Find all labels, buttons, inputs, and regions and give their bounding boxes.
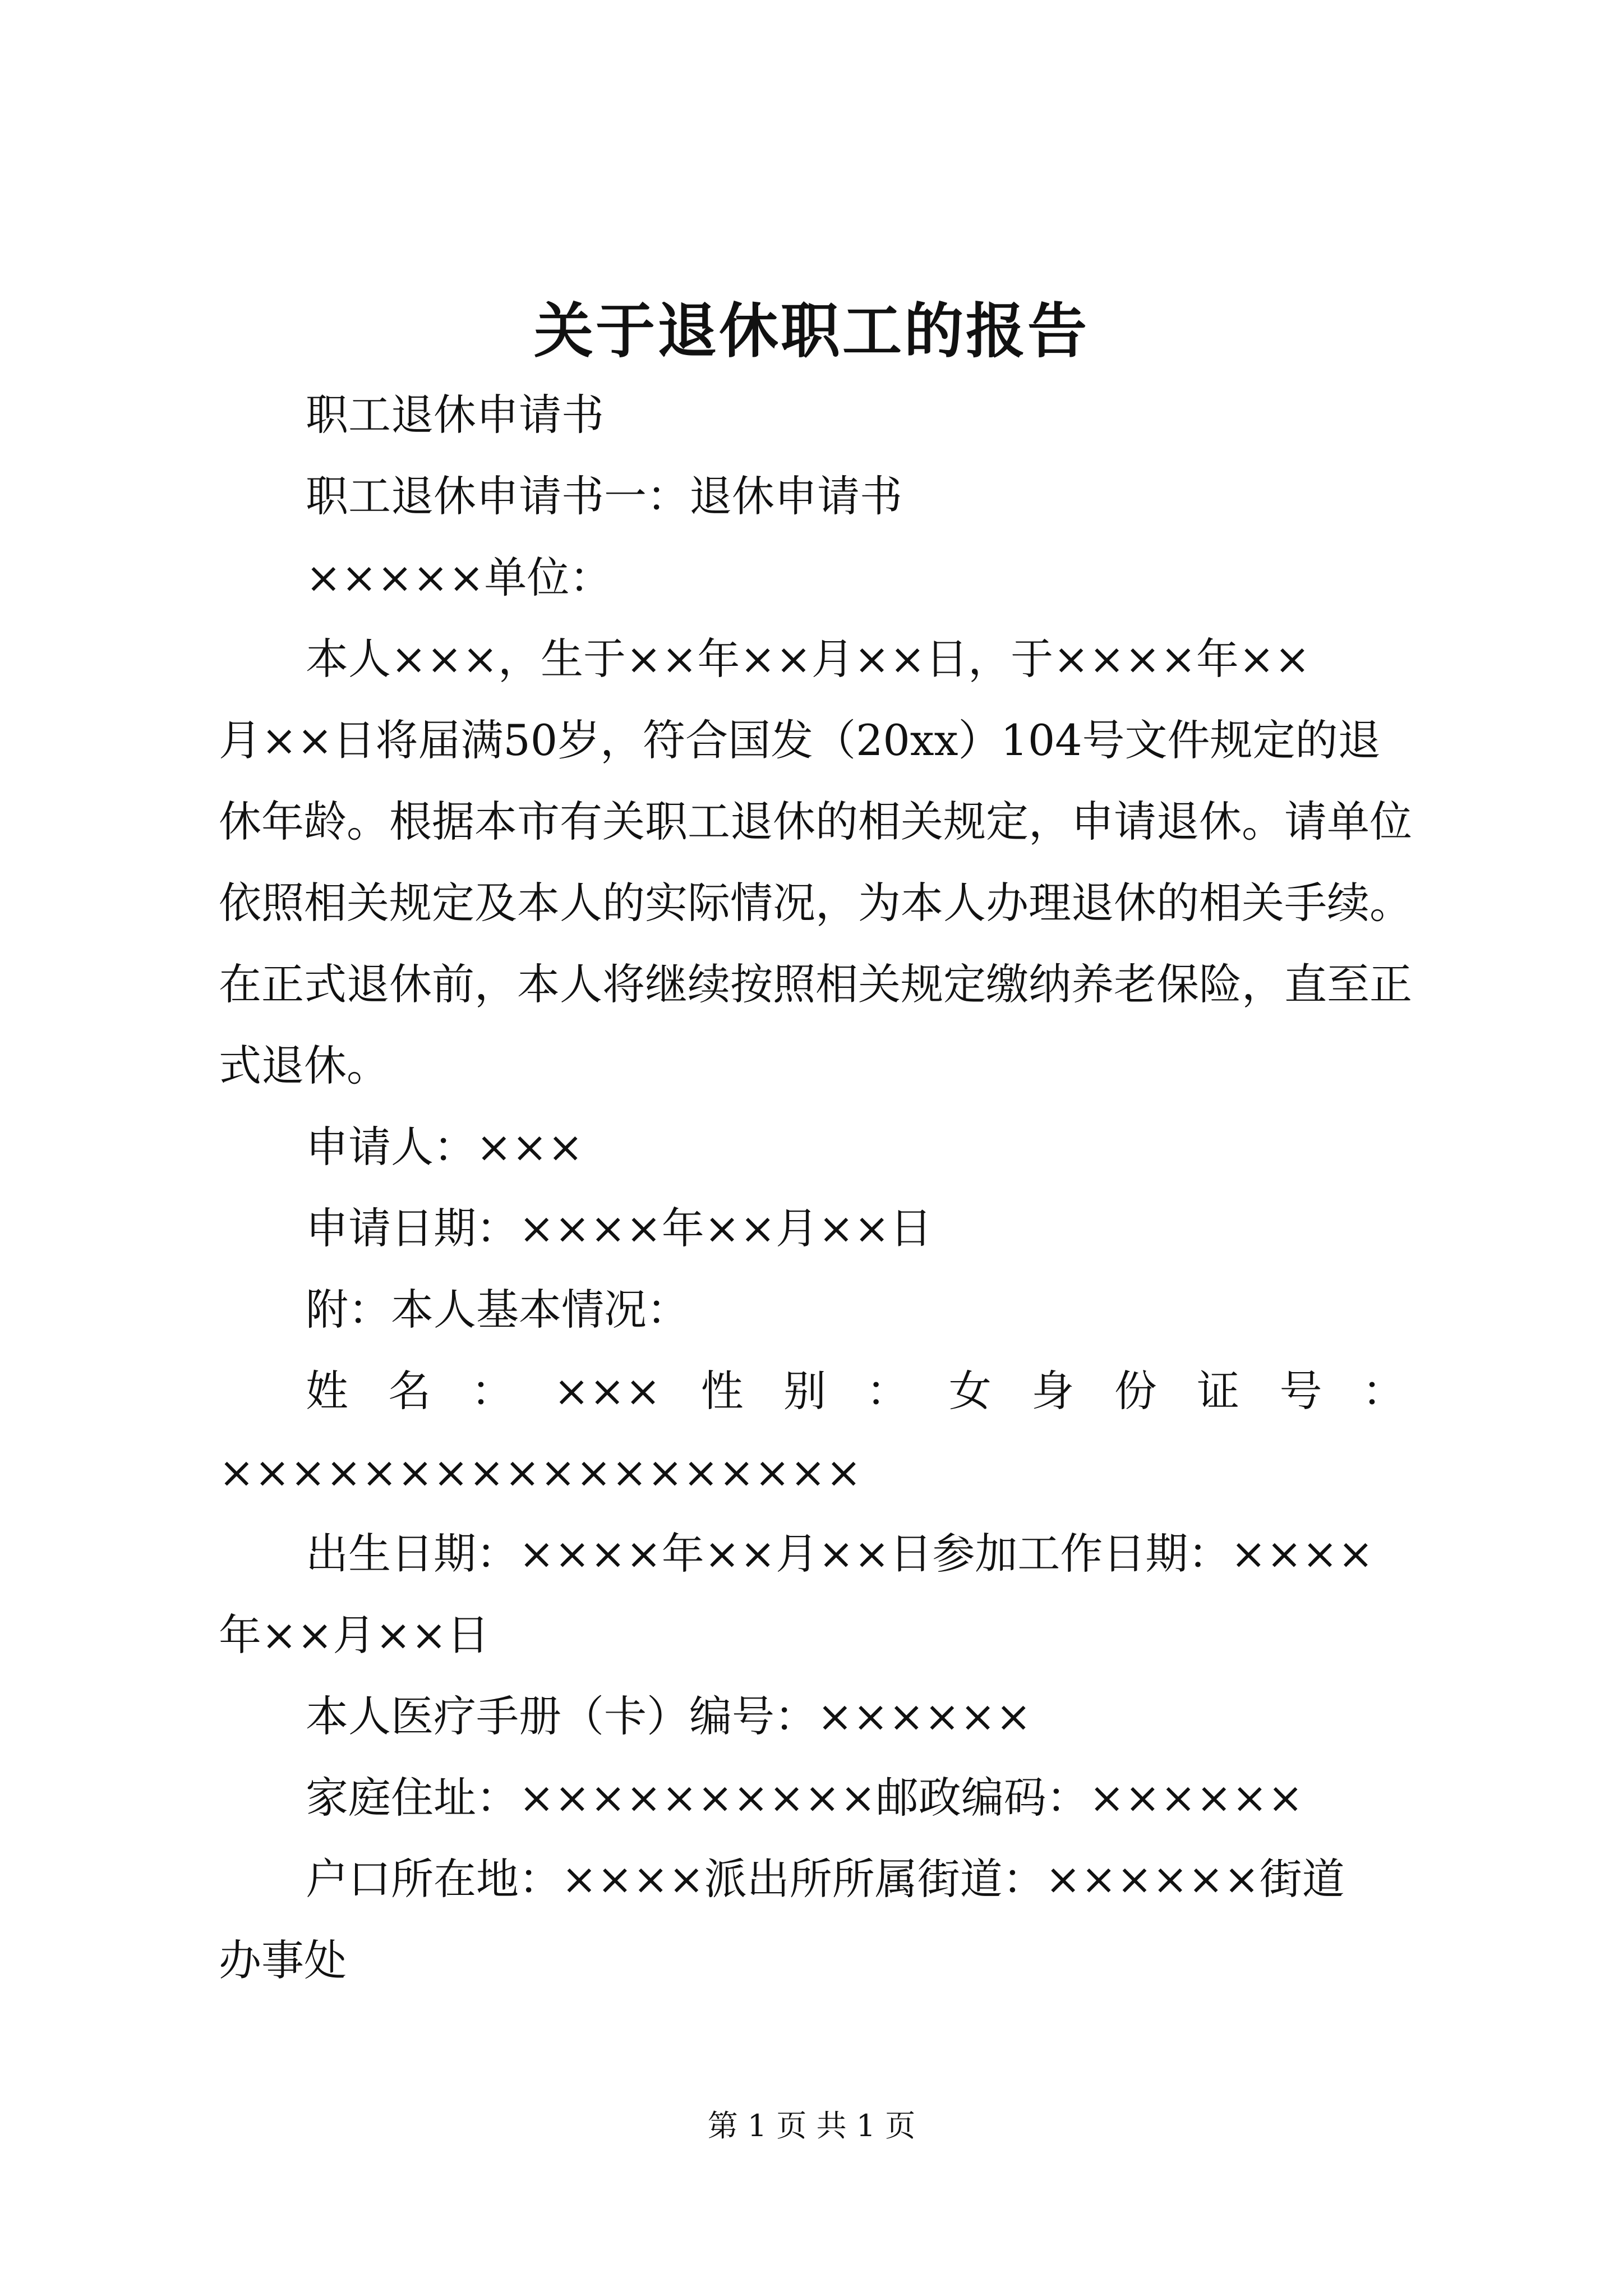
info-cell: ××× — [554, 1366, 661, 1416]
recipient-line: ×××××单位： — [306, 553, 612, 602]
personal-info-line — [306, 1363, 1405, 1419]
hukou-line-cont: 办事处 — [219, 1935, 347, 1985]
heading-application-one: 职工退休申请书一：退休申请书 — [306, 471, 902, 521]
applicant-line: 申请人：××× — [306, 1122, 584, 1172]
info-cell: 份 — [1114, 1366, 1157, 1416]
info-cell: ： — [866, 1366, 909, 1416]
attachment-line: 附：本人基本情况： — [306, 1285, 689, 1335]
info-cell: 性 — [700, 1366, 744, 1416]
hukou-line: 户口所在地：××××派出所所属街道：××××××街道 — [306, 1854, 1345, 1904]
medical-card-line: 本人医疗手册（卡）编号：×××××× — [306, 1691, 1032, 1741]
page-footer: 第 1 页 共 1 页 — [707, 2108, 916, 2143]
heading-application: 职工退休申请书 — [306, 390, 604, 440]
body-paragraph-line-1: 本人×××，生于××年××月××日，于××××年×× — [306, 634, 1311, 684]
document-title: 关于退休职工的报告 — [534, 296, 1089, 366]
home-address-line: 家庭住址：××××××××××邮政编码：×××××× — [306, 1773, 1303, 1823]
apply-date-line: 申请日期：××××年××月××日 — [306, 1203, 933, 1253]
info-cell: 姓 — [306, 1366, 348, 1416]
info-cell: 身 — [1031, 1366, 1075, 1416]
info-cell: 证 — [1197, 1366, 1240, 1416]
info-cell: ： — [471, 1366, 514, 1416]
info-cell: ： — [1362, 1366, 1405, 1416]
body-paragraph-line-5: 在正式退休前，本人将继续按照相关规定缴纳养老保险，直至正 — [219, 959, 1412, 1009]
body-paragraph-line-6: 式退休。 — [219, 1041, 389, 1091]
info-cell: 名 — [388, 1366, 431, 1416]
info-cell: 号 — [1279, 1366, 1322, 1416]
birth-date-line: 出生日期：××××年××月××日参加工作日期：×××× — [306, 1529, 1374, 1579]
birth-date-line-cont: 年××月××日 — [219, 1610, 490, 1660]
body-paragraph-line-3: 休年龄。根据本市有关职工退休的相关规定，申请退休。请单位 — [219, 797, 1412, 846]
info-cell: 别 — [783, 1366, 827, 1416]
body-paragraph-line-2: 月××日将届满50岁，符合国发（20xx）104号文件规定的退 — [219, 715, 1381, 765]
body-paragraph-line-4: 依照相关规定及本人的实际情况，为本人办理退休的相关手续。 — [219, 878, 1412, 928]
info-cell: 女 — [948, 1366, 992, 1416]
id-number-line: ×××××××××××××××××× — [219, 1447, 862, 1497]
